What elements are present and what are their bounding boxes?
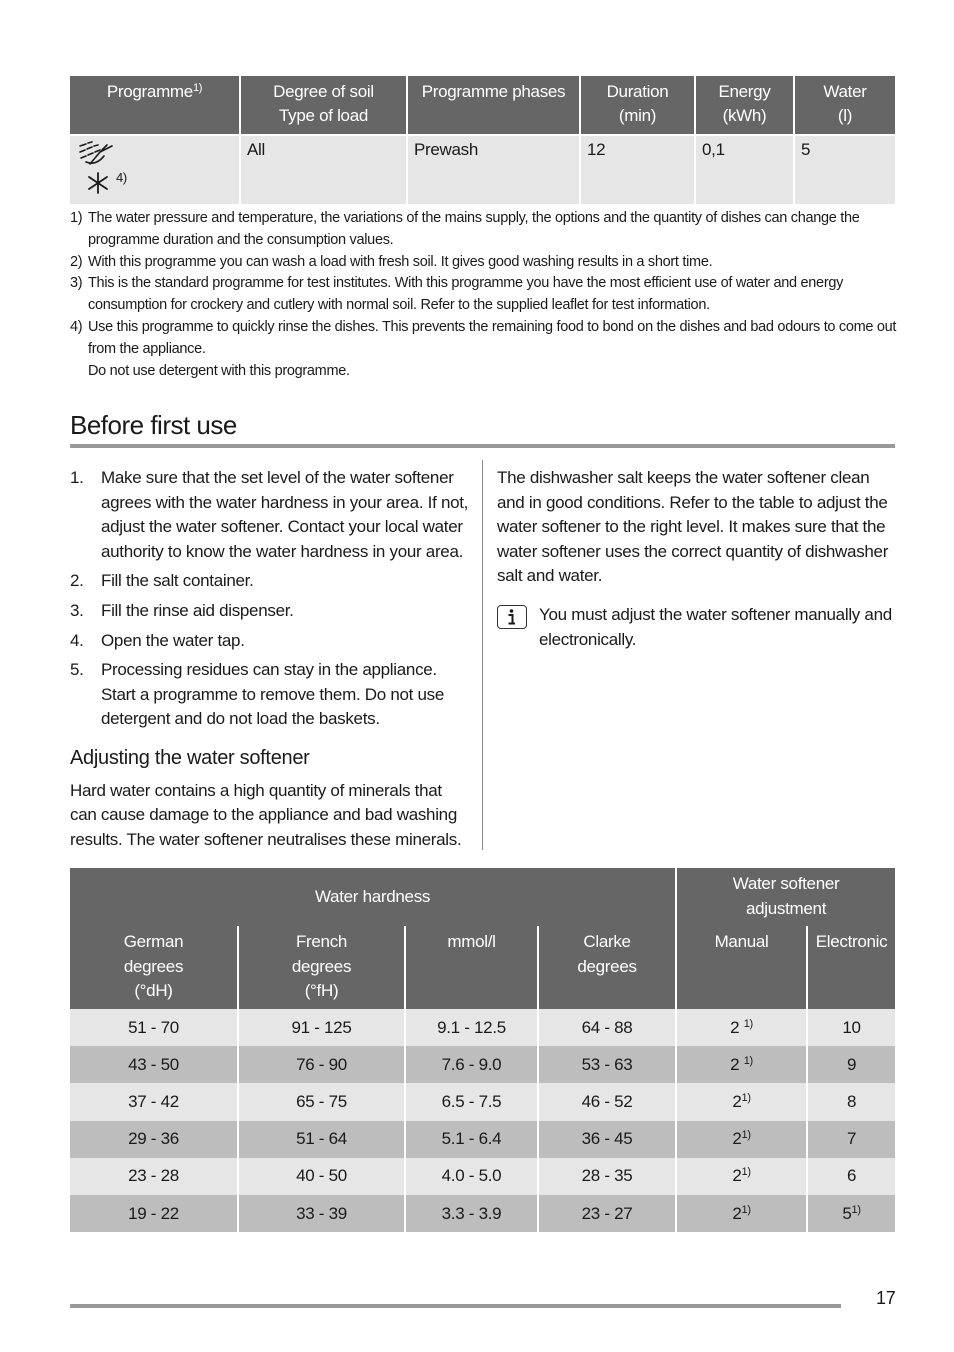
asterisk-icon xyxy=(86,171,110,195)
cell-mmol: 7.6 - 9.0 xyxy=(405,1046,538,1083)
table-row xyxy=(70,1009,895,1046)
programme-table-header xyxy=(70,76,895,135)
table-row xyxy=(70,1121,895,1158)
list-item: 1. Make sure that the set level of the water softener agrees with the water hardness in your area. If not, adjust the water softener. Contact your local water authority to know the water hardness in your area. xyxy=(70,468,469,561)
cell-french: 33 - 39 xyxy=(238,1195,405,1232)
header-softener-adjustment: Water softener adjustment xyxy=(676,868,895,926)
table-column-header xyxy=(70,926,895,1009)
footnotes xyxy=(70,208,900,382)
cell-manual: 2 $^{1)}$ xyxy=(676,1046,807,1083)
header-water: Water (l) xyxy=(794,76,895,135)
table-row xyxy=(70,1195,895,1232)
programme-cell xyxy=(70,135,240,204)
cell-mmol: 9.1 - 12.5 xyxy=(405,1009,538,1046)
header-mmol: mmol/l xyxy=(405,926,538,1009)
header-duration: Duration (min) xyxy=(580,76,695,135)
table-row xyxy=(70,135,895,204)
header-electronic: Electronic xyxy=(807,926,895,1009)
soil-cell: All xyxy=(240,135,407,204)
cell-clarke: 36 - 45 xyxy=(538,1121,676,1158)
cell-german: 43 - 50 xyxy=(70,1046,238,1083)
cell-clarke: 28 - 35 xyxy=(538,1158,676,1195)
header-phases: Programme phases xyxy=(407,76,580,135)
icon-footnote-ref: 4) xyxy=(116,170,127,185)
column-divider xyxy=(482,460,483,850)
footnote: 2) With this programme you can wash a load with fresh soil. It gives good washing results in a short time. xyxy=(70,253,713,270)
header-clarke-degrees: Clarke degrees xyxy=(538,926,676,1009)
cell-german: 23 - 28 xyxy=(70,1158,238,1195)
info-text: You must adjust the water softener manually and electronically. xyxy=(539,604,892,649)
table-group-header xyxy=(70,868,895,926)
cell-clarke: 23 - 27 xyxy=(538,1195,676,1232)
table-row xyxy=(70,1083,895,1120)
footer-divider xyxy=(70,1304,841,1308)
right-column xyxy=(497,466,895,652)
footnote: 1) The water pressure and temperature, the variations of the mains supply, the options and the quantity of dishes can change the programme duration and the consumption values. xyxy=(70,210,860,248)
paragraph: The dishwasher salt keeps the water softener clean and in good conditions. Refer to the table to adjust the water softener to the right level. It makes sure that the water softener uses the correct quantity of dishwasher salt and water. xyxy=(497,468,889,586)
cell-manual: 2$^{1)}$ xyxy=(676,1083,807,1120)
cell-manual: 2 $^{1)}$ xyxy=(676,1009,807,1046)
cell-electronic: 6 xyxy=(807,1158,895,1195)
header-soil: Degree of soil Type of load xyxy=(240,76,407,135)
cell-mmol: 5.1 - 6.4 xyxy=(405,1121,538,1158)
cell-german: 29 - 36 xyxy=(70,1121,238,1158)
cell-french: 51 - 64 xyxy=(238,1121,405,1158)
footnote: 3) This is the standard programme for test institutes. With this programme you have the most efficient use of water and energy consumption for crockery and cutlery with normal soil. Refer to the supplied leaflet for test information. xyxy=(70,275,844,314)
energy-cell: 0,1 xyxy=(695,135,794,204)
cell-french: 91 - 125 xyxy=(238,1009,405,1046)
cell-electronic: 9 xyxy=(807,1046,895,1083)
cell-electronic: 7 xyxy=(807,1121,895,1158)
list-item: 3. Fill the rinse aid dispenser. xyxy=(70,600,294,620)
footnote: 4) Use this programme to quickly rinse the dishes. This prevents the remaining food to bond on the dishes and bad odours to come out from the appliance. Do not use detergent with this programme. xyxy=(70,318,897,379)
cell-german: 37 - 42 xyxy=(70,1083,238,1120)
table-row xyxy=(70,1158,895,1195)
cell-clarke: 53 - 63 xyxy=(538,1046,676,1083)
cell-electronic: 10 xyxy=(807,1009,895,1046)
cell-mmol: 6.5 - 7.5 xyxy=(405,1083,538,1120)
duration-cell: 12 xyxy=(580,135,695,204)
cell-manual: 2$^{1)}$ xyxy=(676,1121,807,1158)
table-row xyxy=(70,1046,895,1083)
cell-manual: 2$^{1)}$ xyxy=(676,1158,807,1195)
cell-french: 65 - 75 xyxy=(238,1083,405,1120)
cell-manual: 2$^{1)}$ xyxy=(676,1195,807,1232)
phases-cell: Prewash xyxy=(407,135,580,204)
cell-mmol: 3.3 - 3.9 xyxy=(405,1195,538,1232)
section-divider xyxy=(70,444,895,448)
cell-electronic: 5$^{1)}$ xyxy=(807,1195,895,1232)
paragraph: Hard water contains a high quantity of minerals that can cause damage to the appliance and bad washing results. The water softener neutralises these minerals. xyxy=(70,780,462,849)
programme-table xyxy=(70,76,895,204)
water-cell: 5 xyxy=(794,135,895,204)
cell-clarke: 64 - 88 xyxy=(538,1009,676,1046)
page-number: 17 xyxy=(876,1288,896,1308)
cell-mmol: 4.0 - 5.0 xyxy=(405,1158,538,1195)
header-water-hardness: Water hardness xyxy=(70,868,676,926)
water-hardness-table xyxy=(70,868,895,1232)
header-energy: Energy (kWh) xyxy=(695,76,794,135)
header-programme: Programme$^{1)}$ xyxy=(70,76,240,135)
list-item: 5. Processing residues can stay in the appliance. Start a programme to remove them. Do not use detergent and do not load the baskets. xyxy=(70,660,445,729)
list-item: 4. Open the water tap. xyxy=(70,630,245,650)
cell-german: 19 - 22 xyxy=(70,1195,238,1232)
cell-german: 51 - 70 xyxy=(70,1009,238,1046)
rinse-spray-icon xyxy=(76,140,233,168)
info-icon xyxy=(497,605,527,629)
cell-clarke: 46 - 52 xyxy=(538,1083,676,1120)
cell-french: 76 - 90 xyxy=(238,1046,405,1083)
section-title: Before first use xyxy=(70,410,237,440)
list-item: 2. Fill the salt container. xyxy=(70,571,254,591)
cell-electronic: 8 xyxy=(807,1083,895,1120)
info-note xyxy=(497,603,895,652)
header-manual: Manual xyxy=(676,926,807,1009)
header-german-degrees: German degrees (°dH) xyxy=(70,926,238,1009)
header-french-degrees: French degrees (°fH) xyxy=(238,926,405,1009)
subsection-title: Adjusting the water softener xyxy=(70,746,310,769)
cell-french: 40 - 50 xyxy=(238,1158,405,1195)
left-column xyxy=(70,466,470,852)
